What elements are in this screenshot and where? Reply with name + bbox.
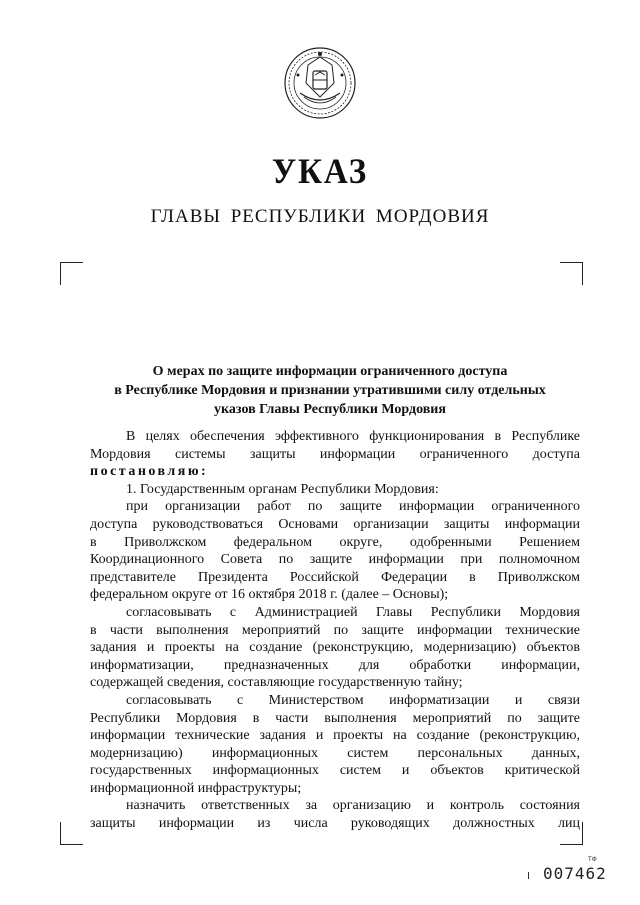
body-line: согласовывать с Министерством информатизации и связи <box>126 692 580 708</box>
body-line: в части выполнения мероприятий по защите информации технические <box>90 622 580 638</box>
margin-tick <box>528 872 529 879</box>
title-line: указов Главы Республики Мордовия <box>214 402 446 417</box>
body-line: при организации работ по защите информации ограниченного <box>126 499 580 515</box>
corner-mark-top-left <box>60 262 83 285</box>
body-line: Республики Мордовия в части выполнения мероприятий по защите <box>90 710 580 726</box>
body-line: федеральном округе от 16 октября 2018 г. (далее – Основы); <box>90 587 449 603</box>
corner-mark-bottom-left <box>60 822 83 845</box>
title-line: в Республике Мордовия и признании утратившими силу отдельных <box>114 383 546 398</box>
document-type-heading: УКАЗ <box>271 151 369 191</box>
body-line: Мордовия системы защиты информации ограниченного доступа <box>90 446 580 462</box>
body-line: модернизацию) информационных систем персональных данных, <box>90 745 580 761</box>
emblem-icon <box>282 45 358 121</box>
body-line: Координационного Совета по защите информации при полномочном <box>90 552 580 568</box>
body-line: информационной инфраструктуры; <box>90 780 302 796</box>
document-number: 007462 <box>543 864 607 883</box>
body-line: 1. Государственным органам Республики Мордовия: <box>126 481 439 497</box>
document-number-superscript: ТФ <box>588 856 597 863</box>
body-line-decree-word <box>90 463 580 481</box>
title-line: О мерах по защите информации ограниченного доступа <box>152 364 508 379</box>
body-line: защиты информации из числа руководящих должностных лиц <box>90 816 580 832</box>
body-line: В целях обеспечения эффективного функционирования в Республике <box>126 429 580 444</box>
issuer-heading: ГЛАВЫ РЕСПУБЛИКИ МОРДОВИЯ <box>150 206 490 227</box>
body-line: содержащей сведения, составляющие государственную тайну; <box>90 675 463 691</box>
body-line: задания и проекты на создание (реконструкцию, модернизацию) объектов <box>90 640 580 656</box>
body-line: доступа руководствоваться Основами организации защиты информации <box>90 516 580 532</box>
corner-mark-top-right <box>560 262 583 285</box>
decree-verb: постановляю: <box>90 464 209 480</box>
decree-body <box>90 428 580 833</box>
body-line: информатизации, предназначенных для обработки информации, <box>90 657 580 673</box>
body-line: согласовывать с Администрацией Главы Республики Мордовия <box>126 604 580 620</box>
body-line: в Приволжском федеральном округе, одобренными Решением <box>90 534 580 550</box>
body-line: информации технические задания и проекты на создание (реконструкцию, <box>90 728 580 744</box>
decree-title <box>80 362 580 419</box>
body-line: государственных информационных систем и объектов критической <box>90 763 580 779</box>
body-line: назначить ответственных за организацию и контроль состояния <box>126 798 580 814</box>
body-line: представителе Президента Российской Федерации в Приволжском <box>90 569 580 585</box>
